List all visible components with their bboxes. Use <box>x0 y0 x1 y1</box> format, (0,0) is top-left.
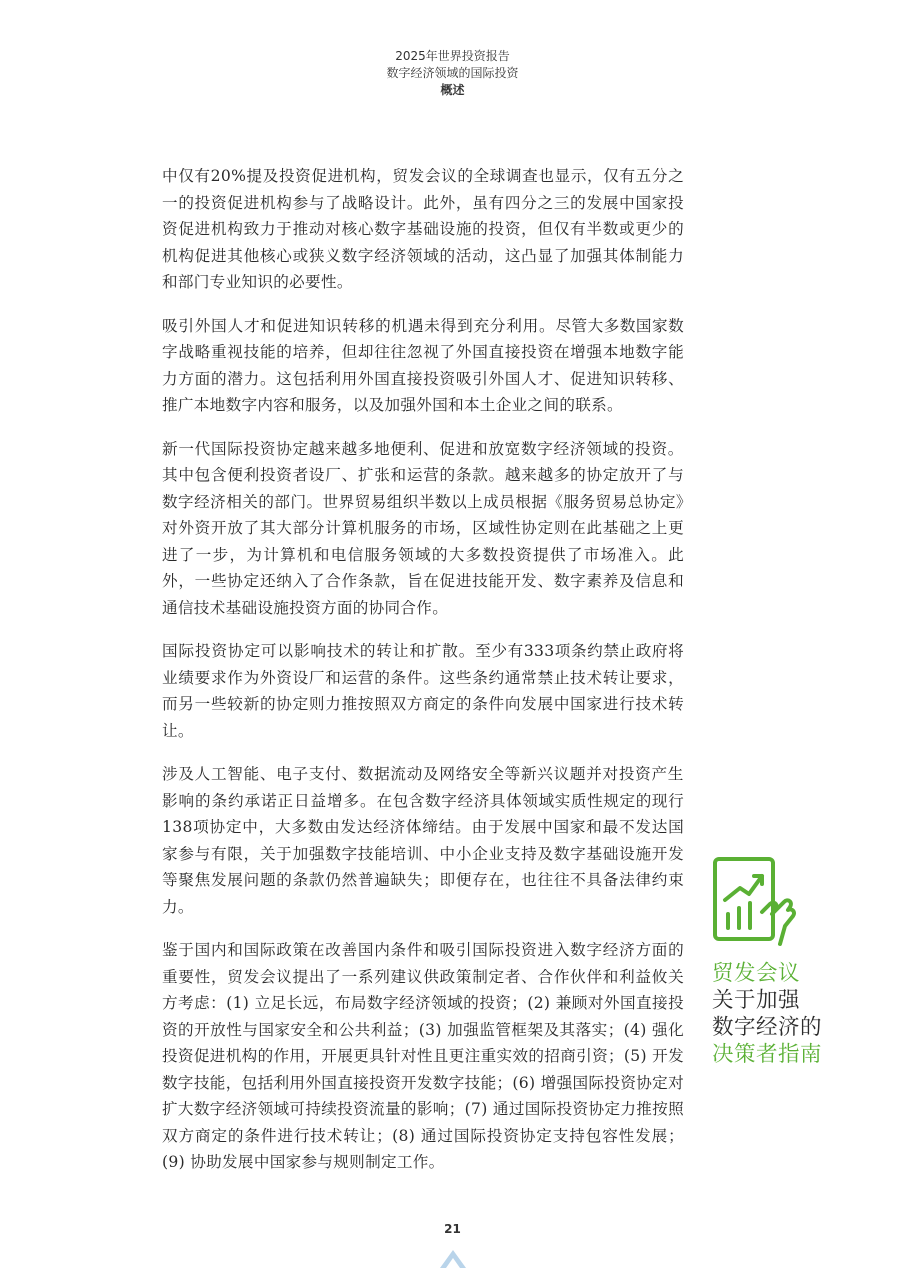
body-text <box>162 163 684 1193</box>
paragraph-lead: 国际投资协定可以影响技术的转让和扩散。 <box>162 642 476 660</box>
guide-line-1: 贸发会议 <box>712 961 801 986</box>
section-label: 概述 <box>440 83 465 97</box>
guide-line-4: 决策者指南 <box>712 1042 823 1067</box>
tablet-chart-icon <box>712 856 808 948</box>
guide-line-3: 数字经济的 <box>712 1015 823 1040</box>
report-subtitle: 数字经济领域的国际投资 <box>386 66 519 80</box>
paragraph: 国际投资协定可以影响技术的转让和扩散。至少有333项条约禁止政府将业绩要求作为外资设厂和运营的条件。这些条约通常禁止技术转让要求，而另一些较新的协定则力推按照双方商定的条件向发展中国家进行技术转让。 <box>162 642 684 740</box>
chevron-up-icon[interactable] <box>438 1246 468 1268</box>
page-number: 21 <box>444 1222 461 1236</box>
paragraph: 中仅有20%提及投资促进机构，贸发会议的全球调查也显示，仅有五分之一的投资促进机构参与了战略设计。此外，虽有四分之三的发展中国家投资促进机构致力于推动对核心数字基础设施的投资，但仅有半数或更少的机构促进其他核心或狭义数字经济领域的活动，这凸显了加强其体制能力和部门专业知识的必要性。 <box>162 167 684 291</box>
paragraph-lead: 涉及人工智能、电子支付、数据流动及网络安全等新兴议题并对投资产生影响的条约承诺正日益增多。 <box>162 765 684 810</box>
paragraph-lead: 吸引外国人才和促进知识转移的机遇未得到充分利用。 <box>162 316 556 335</box>
policy-guide-callout <box>712 856 862 1068</box>
paragraph: 鉴于国内和国际政策在改善国内条件和吸引国际投资进入数字经济方面的重要性，贸发会议提出了一系列建议供政策制定者、合作伙伴和利益攸关方考虑：(1) 立足长远，布局数字经济领域的投资；(2) 兼顾对外国直接投资的开放性与国家安全和公共利益；(3) 加强监管框架及其落实；(4) 强化投资促进机构的作用，开展更具针对性且更注重实效的招商引资；(5) 开发数字技能，包括利用外国直接投资开发数字技能；(6) 增强国际投资协定对扩大数字经济领域可持续投资流量的影响；(7) 通过国际投资协定力推按照双方商定的条件进行技术转让；(8) 通过国际投资协定支持包容性发展；(9) 协助发展中国家参与规则制定工作。 <box>162 941 684 1171</box>
paragraph-lead: 新一代国际投资协定越来越多地便利、促进和放宽数字经济领域的投资。 <box>162 439 684 458</box>
page-header <box>0 48 905 99</box>
paragraph: 涉及人工智能、电子支付、数据流动及网络安全等新兴议题并对投资产生影响的条约承诺正日益增多。在包含数字经济具体领域实质性规定的现行138项协定中，大多数由发达经济体缔结。由于发展中国家和最不发达国家参与有限，关于加强数字技能培训、中小企业支持及数字基础设施开发等聚焦发展问题的条款仍然普遍缺失；即便存在，也往往不具备法律约束力。 <box>162 765 684 916</box>
paragraph: 新一代国际投资协定越来越多地便利、促进和放宽数字经济领域的投资。其中包含便利投资者设厂、扩张和运营的条款。越来越多的协定放开了与数字经济相关的部门。世界贸易组织半数以上成员根据《服务贸易总协定》对外资开放了其大部分计算机服务的市场，区域性协定则在此基础之上更进了一步，为计算机和电信服务领域的大多数投资提供了市场准入。此外，一些协定还纳入了合作条款，旨在促进技能开发、数字素养及信息和通信技术基础设施投资方面的协同合作。 <box>162 439 684 617</box>
report-title: 2025年世界投资报告 <box>395 49 510 63</box>
guide-line-2: 关于加强 <box>712 988 801 1013</box>
paragraph: 吸引外国人才和促进知识转移的机遇未得到充分利用。尽管大多数国家数字战略重视技能的培养，但却往往忽视了外国直接投资在增强本地数字能力方面的潜力。这包括利用外国直接投资吸引外国人才、促进知识转移、推广本地数字内容和服务，以及加强外国和本土企业之间的联系。 <box>162 316 685 414</box>
